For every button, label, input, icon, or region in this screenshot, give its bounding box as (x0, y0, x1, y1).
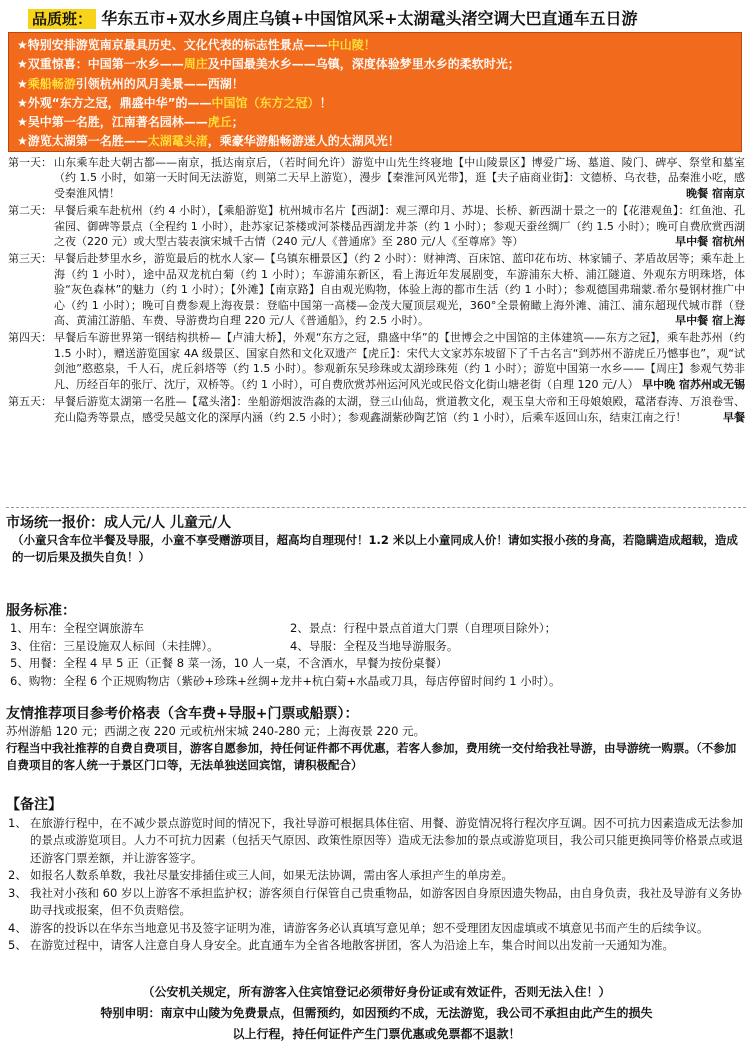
itinerary (8, 155, 745, 427)
notes-section (6, 797, 746, 955)
itinerary-day (8, 394, 745, 425)
footer-line: 特别申明：南京中山陵为免费景点，但需预约，如因预约不成，无法游览，我公司不承担由此产生的损失 (100, 1006, 653, 1020)
note-item: 4、 游客的投诉以在华东当地意见书及签字证明为准，请游客务必认真填写意见单；恕不受理团友因虚填或不填意见书而产生的后续争议。 (8, 920, 709, 935)
itinerary-day (8, 251, 745, 328)
day-meal: 早中晚 宿苏州或无锡 (642, 377, 745, 391)
star-icon: ★ (17, 57, 28, 72)
highlight-item: ★特别安排游览南京最具历史、文化代表的标志性景点——中山陵！ (17, 38, 376, 52)
footer-line: （公安机关规定，所有游客入住宾馆登记必须带好身份证或有效证件，否则无法入住！） (142, 985, 611, 999)
class-label: 品质班： (28, 9, 96, 29)
service-standards (6, 600, 746, 690)
day-text: 早餐后乘车赴杭州（约 4 小时），【乘船游览】杭州城市名片【西湖】：观三潭印月、苏堤、长桥、新西湖十景之一的【花港观鱼】：红鱼池、孔雀园、御碑等景点（全程约 1 小时），赴苏家记茶楼或河茶楼品西湖龙井茶（约 1 小时）；参观天蚕丝绸厂（约 1.5 小时）；晚可自费欣赏西湖之夜（220 元）或大型古装表演宋城千古情（240 元/人《普通席》至 280 元/人《至尊席》等） (54, 204, 745, 249)
day-label: 第三天： (8, 252, 52, 266)
recommend-prices: 苏州游船 120 元；西湖之夜 220 元或杭州宋城 240-280 元；上海夜景 220 元。 (6, 724, 426, 738)
notes-title: 【备注】 (6, 797, 62, 813)
star-icon: ★ (17, 38, 28, 52)
day-text: 早餐后赴梦里水乡，游览最后的枕水人家—【乌镇东栅景区】（约 2 小时）：财神湾、百床馆、蓝印花布坊、林家铺子、茅盾故居等；乘车赴上海（约 1 小时），途中品双龙杭白菊（约 1 小时）；车游浦东新区，看上海近年发展剧变，车游浦东大桥、浦江隧道、外观东方明珠塔，体验“灰色森林”的魅力（约 1 小时）；【外滩】【南京路】自由观光购物，体验上海的都市生活（约 1 小时）；参观德国弗瑞蒙.希尔曼钢材推广中心（约 1 小时）；晚可自费参观上海夜景：登临中国第一高楼—金茂大厦顶层观光，360°全景俯瞰上海外滩、浦江、浦东超现代城市群（登高、黄浦江游船、车费、导游费均自理 220 元/人《普通船》，约 2.5 小时）。 (54, 252, 745, 328)
star-icon: ★ (17, 76, 28, 91)
itinerary-day (8, 203, 745, 249)
highlight-item: ★吴中第一名胜，江南著名园林——虎丘； (17, 115, 244, 130)
note-item: 1、 在旅游行程中，在不减少景点游览时间的情况下，我社导游可根据具体住宿、用餐、游览情况将行程次序互调。因不可抗力因素造成无法参加的景点或游览项目。人力不可抗力因素（包括天气原因、政策性原因等）造成无法参加的景点或游览项目，我公司只能更换同等价格景点或退还游客门票差额，并让游客签字。 (8, 815, 743, 865)
day-text: 早餐后游览太湖第一名胜—【鼋头渚】：坐船游烟波浩淼的太湖，登三山仙岛，赏道教文化，观玉皇大帝和王母娘娘殿，鼋渚春涛、万浪卷雪、充山隐秀等景点，感受吴越文化的深厚内涵（约 2.5 小时）；参观鑫湖紫砂陶艺馆（约 1 小时），后乘车返回山东，结束江南之行！ (54, 395, 745, 424)
itinerary-day (8, 155, 745, 201)
star-icon: ★ (17, 134, 28, 149)
day-meal: 早中餐 宿杭州 (675, 235, 745, 249)
note-item: 5、 在游览过程中，请客人注意自身人身安全。此直通车为全省各地散客拼团，客人为沿途上车，集合时间以出发前一天通知为准。 (8, 938, 674, 952)
day-text: 山东乘车赴大朝古都——南京，抵达南京后，（若时间允许）游览中山先生终寝地【中山陵景区】博爱广场、墓道、陵门、碑亭、祭堂和墓室（约 1.5 小时，如第一天时间无法游览，则第二天早上游览），漫步【秦淮河风光带】，逛【夫子庙商业街】：文德桥、乌衣巷，品秦淮小吃，感受秦淮风情！ (54, 156, 745, 200)
day-meal: 晚餐 宿南京 (686, 186, 745, 200)
standard-row: 1、用车：全程空调旅游车 2、景点：行程中景点首道大门票（自理项目除外）； (10, 621, 557, 635)
day-meal: 早餐 (723, 410, 745, 424)
recommend-rule: 行程当中我社推荐的自费自费项目，游客自愿参加，持任何证件都不再优惠，若客人参加，费用统一交付给我社导游，由导游统一购票。（不参加自费项目的客人统一于景区门口等，无法单独送回宾馆，请积极配合） (6, 741, 737, 772)
day-label: 第五天： (8, 395, 52, 409)
highlight-item: ★游览太湖第一名胜——太湖鼋头渚，乘豪华游船畅游迷人的太湖风光！ (17, 134, 400, 149)
title-bar (28, 6, 748, 30)
footer-line: 以上行程，持任何证件产生门票优惠或免票都不退款！ (232, 1027, 521, 1041)
standard-row: 6、购物：全程 6 个正规购物店（紫砂+珍珠+丝绸+龙井+杭白菊+水晶或刀具，每店停留时间约 1 小时）。 (10, 673, 561, 688)
standards-title: 服务标准： (6, 603, 76, 619)
itinerary-day (8, 330, 745, 392)
day-label: 第二天： (8, 204, 52, 218)
note-item: 3、 我社对小孩和 60 岁以上游客不承担监护权；游客须自行保管自己贵重物品，如游客因自身原因遗失物品，由自身负责，我社及导游有义务协助寻找或报案，但不负责赔偿。 (8, 885, 742, 917)
note-item: 2、 如报名人数系单数，我社尽量安排插住或三人间，如果无法协调，需由客人承担产生的单房差。 (8, 868, 513, 882)
star-icon: ★ (17, 95, 28, 110)
standard-row: 3、住宿：三星设施双人标间（未挂牌）。 4、导服：全程及当地导游服务。 (10, 638, 459, 653)
standard-row: 5、用餐：全程 4 早 5 正（正餐 8 菜一汤，10 人一桌，不含酒水，早餐为按份桌餐） (10, 656, 448, 670)
star-icon: ★ (17, 115, 28, 130)
highlights-box (8, 32, 742, 152)
footer (0, 982, 753, 1045)
price-section (6, 512, 746, 566)
tour-title: 华东五市+双水乡周庄乌镇+中国馆风采+太湖鼋头渚空调大巴直通车五日游 (101, 9, 638, 28)
highlight-item: ★乘船畅游引领杭州的风月美景——西湖！ (17, 76, 244, 91)
highlight-item: ★外观“东方之冠，鼎盛中华”的——中国馆（东方之冠）！ (17, 95, 332, 110)
day-meal: 早中餐 宿上海 (675, 314, 745, 328)
divider (6, 507, 746, 508)
day-label: 第一天： (8, 156, 52, 169)
recommend-section (6, 706, 746, 774)
price-title: 市场统一报价：成人元/人 儿童元/人 (6, 515, 232, 531)
day-label: 第四天： (8, 331, 52, 345)
price-note: （小童只含车位半餐及导服，小童不享受赠游项目，超高均自理现付！1.2 米以上小童同成人价！请如实报小孩的身高，若隐瞒造成超载，造成的一切后果及损失自负！） (12, 533, 738, 564)
highlight-item: ★双重惊喜：中国第一水乡——周庄及中国最美水乡——乌镇，深度体验梦里水乡的柔软时光； (17, 57, 520, 72)
day-text: 早餐后车游世界第一钢结构拱桥—【卢浦大桥】，外观“东方之冠，鼎盛中华”的【世博会之中国馆的主体建筑——东方之冠】，乘车赴苏州（约 1.5 小时），赠送游览国家 4A 级景区、国家自然和文化双遗产【虎丘】：宋代大文家苏东坡留下了千古名言“到苏州不游虎丘乃憾事也”，观“试剑池”憨憨泉，千人石，虎丘斜塔等（约 1.5 小时）。参观新东吴珍珠或太湖珍珠苑（约 1 小时）；游览中国第一水乡——【周庄】参观气势非凡、历经百年的张厅、沈厅，双桥等。（约 1 小时），可自费欣赏苏州运河风光或民俗文化街山塘老街（自理 120 元/人） (54, 331, 745, 391)
recommend-title: 友情推荐项目参考价格表（含车费+导服+门票或船票）： (6, 706, 359, 722)
